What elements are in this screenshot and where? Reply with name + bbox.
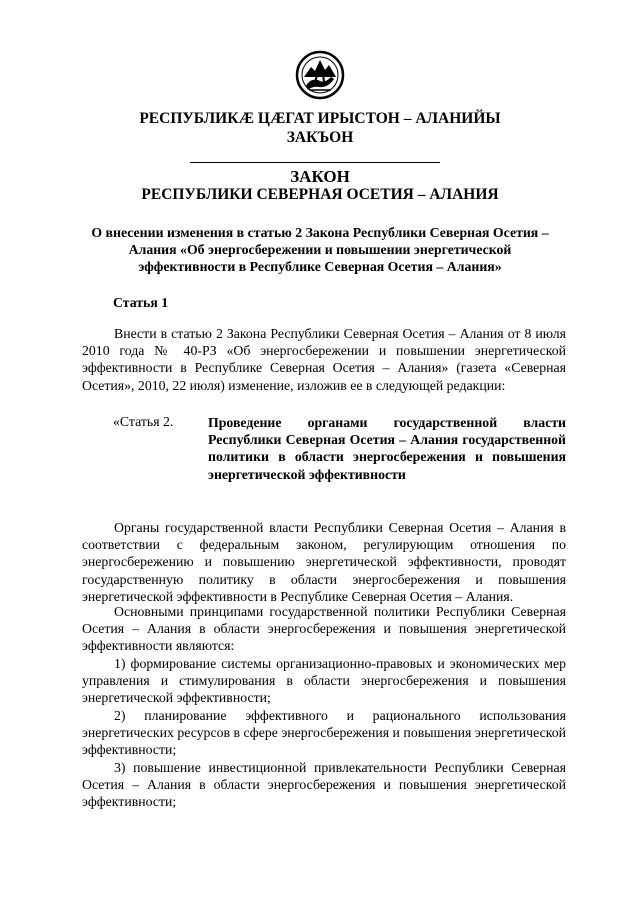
law-title: ЗАКОН xyxy=(290,167,350,186)
quoted-article-number: «Статья 2. xyxy=(113,414,174,429)
intro-paragraph: Внести в статью 2 Закона Республики Северная Осетия – Алания от 8 июля 2010 года № 40-РЗ «Об энергосбережении и повышении энергетической эффективности в Республике Северная Осетия – Алания» (газета «Северная Осетия», 2010, 22 июля) изменение, изложив ее в следующей редакции: xyxy=(82,326,566,393)
republic-name: РЕСПУБЛИКИ СЕВЕРНАЯ ОСЕТИЯ – АЛАНИЯ xyxy=(141,186,499,203)
paragraph: Основными принципами государственной политики Республики Северная Осетия – Алания в области энергосбережения и повышения энергетической эффективности являются: xyxy=(82,604,566,654)
paragraph: Органы государственной власти Республики Северная Осетия – Алания в соответствии с федеральным законом, регулирующим отношения по энергосбережению и повышению энергетической эффективности, проводят государственную политику в области энергосбережения и повышения энергетической эффективности в Республике Северная Осетия – Алания. xyxy=(82,520,566,604)
list-item: 1) формирование системы организационно-правовых и экономических мер управления и стимулирования в области энергосбережения и повышения энергетической эффективности; xyxy=(82,656,566,706)
divider-line xyxy=(190,162,440,163)
coat-of-arms-emblem-icon xyxy=(293,50,347,100)
list-item: 2) планирование эффективного и рационального использования энергетических ресурсов в сфере энергосбережения и повышения энергетической эффективности; xyxy=(82,708,566,758)
republic-name-ossetian: РЕСПУБЛИКӔ ЦӔГАТ ИРЫСТОН – АЛАНИЙЫ xyxy=(139,110,501,127)
law-subject: О внесении изменения в статью 2 Закона Республики Северная Осетия – Алания «Об энергосбережении и повышении энергетической эффективности в Республике Северная Осетия – Алания» xyxy=(91,225,549,274)
law-title-ossetian: ЗАКЪОН xyxy=(286,129,354,146)
article-heading: Статья 1 xyxy=(113,295,169,310)
quoted-article-title: Проведение органами государственной власти Республики Северная Осетия – Алания государственной политики в области энергосбережения и повышения энергетической эффективности xyxy=(208,415,566,482)
list-item: 3) повышение инвестиционной привлекательности Республики Северная Осетия – Алания в области энергосбережения и повышения энергетической эффективности; xyxy=(82,760,566,810)
